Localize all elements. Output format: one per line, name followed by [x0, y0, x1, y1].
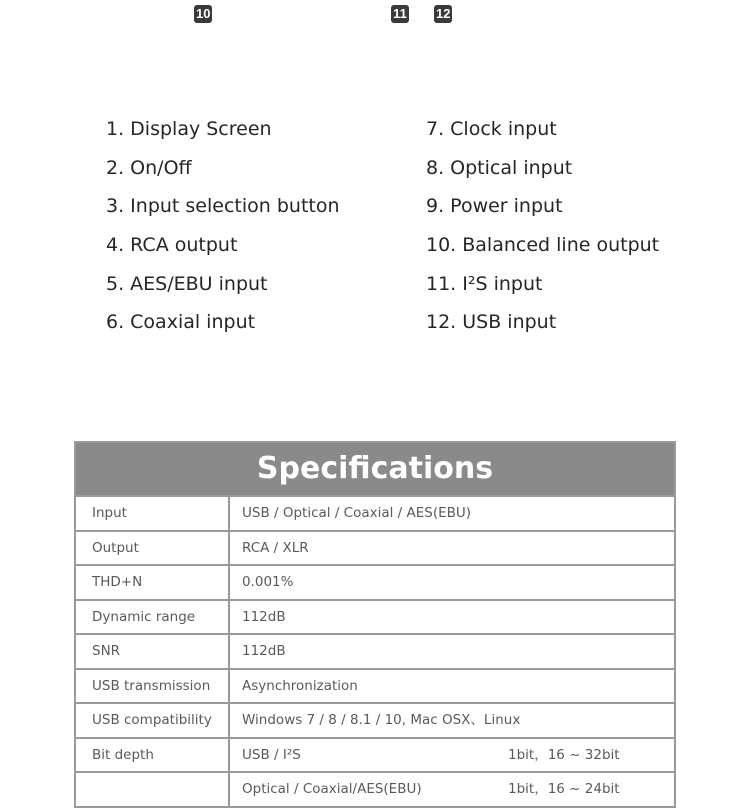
callout-marker-11: 11: [391, 5, 409, 23]
spec-label: Input: [76, 497, 230, 530]
spec-value: [230, 773, 674, 806]
legend-item: 8. Optical input: [426, 156, 573, 179]
spec-value-text: 112dB: [242, 643, 286, 659]
spec-value-text: 0.001%: [242, 574, 294, 590]
legend-item: 10. Balanced line output: [426, 234, 660, 257]
specifications-title: Specifications: [76, 443, 674, 495]
spec-value: [230, 601, 674, 634]
spec-value-text: Asynchronization: [242, 677, 358, 694]
table-row: [76, 564, 674, 599]
legend-item: 6. Coaxial input: [106, 311, 256, 334]
spec-label: Output: [76, 532, 230, 565]
spec-label: Dynamic range: [76, 601, 230, 634]
spec-label: USB transmission: [76, 670, 230, 703]
table-row: [76, 495, 674, 530]
spec-value: [230, 635, 674, 668]
legend-left-column: [106, 116, 340, 348]
spec-label: Bit depth: [76, 739, 230, 772]
legend-right-column: [426, 116, 659, 348]
spec-value-text: 112dB: [242, 608, 286, 625]
spec-label: SNR: [76, 635, 230, 668]
table-row: [76, 633, 674, 668]
legend-item: 12. USB input: [426, 311, 557, 334]
spec-value-text: Optical / Coaxial/AES(EBU): [242, 781, 422, 797]
legend-item: 7. Clock input: [426, 118, 557, 140]
spec-value: [230, 497, 674, 530]
specifications-table: [74, 441, 676, 808]
spec-extra-text: 1bit，16 ~ 32bit: [508, 746, 620, 763]
spec-value: [230, 739, 674, 772]
table-row: [76, 702, 674, 737]
legend-item: 5. AES/EBU input: [106, 272, 268, 295]
spec-label: THD+N: [76, 566, 230, 599]
spec-value: [230, 704, 674, 737]
spec-extra-text: 1bit，16 ~ 24bit: [508, 781, 620, 797]
legend-item: 4. RCA output: [106, 234, 238, 257]
spec-label: USB compatibility: [76, 704, 230, 737]
table-row: [76, 668, 674, 703]
callout-marker-12: 12: [436, 6, 451, 21]
spec-value-text: RCA / XLR: [242, 539, 309, 556]
legend-item: 1. Display Screen: [106, 118, 272, 140]
table-row: [76, 771, 674, 806]
table-row: [76, 599, 674, 634]
callout-marker-10: 10: [196, 6, 211, 21]
spec-value: [230, 532, 674, 565]
spec-value-text: USB / Optical / Coaxial / AES(EBU): [242, 505, 472, 521]
spec-value: [230, 670, 674, 703]
legend-item: 9. Power input: [426, 195, 563, 218]
legend-item: 2. On/Off: [106, 156, 192, 179]
spec-label: [76, 773, 230, 806]
spec-value-text: Windows 7 / 8 / 8.1 / 10, Mac OSX、Linux: [242, 712, 521, 728]
table-row: [76, 530, 674, 565]
table-row: [76, 737, 674, 772]
legend-item: 11. I²S input: [426, 272, 543, 295]
spec-value: [230, 566, 674, 599]
legend-item: 3. Input selection button: [106, 195, 340, 218]
spec-value-text: USB / I²S: [242, 746, 301, 763]
